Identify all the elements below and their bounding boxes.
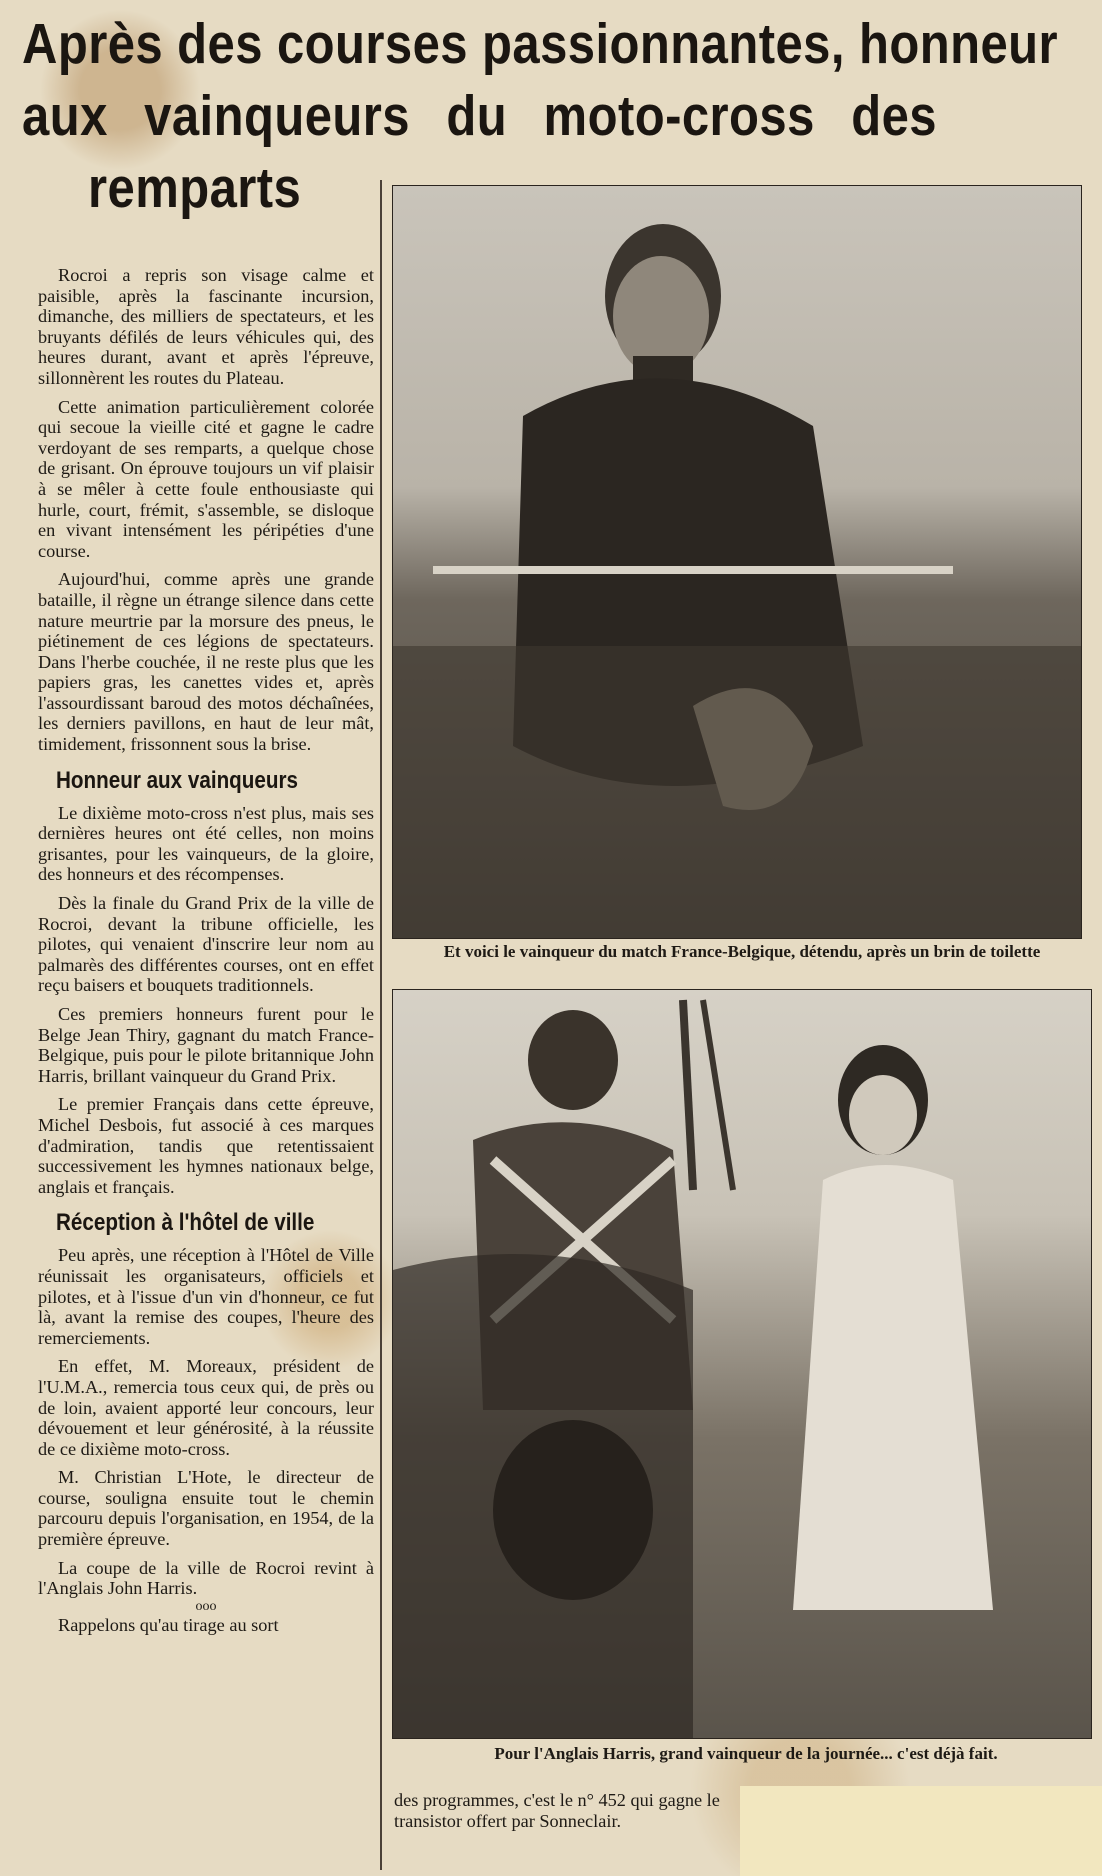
column-rule xyxy=(380,180,382,1870)
subheading-honneur: Honneur aux vainqueurs xyxy=(56,766,298,794)
article-continuation xyxy=(394,1790,734,1831)
headline-line-2: aux vainqueurs du moto-cross des xyxy=(22,84,937,148)
paragraph: Aujourd'hui, comme après une grande bataille, il règne un étrange silence dans cette nature meurtrie par la morsure des pneus, le piétinement de ces légions de spectateurs. Dans l'herbe couchée, il ne reste plus que les papiers gras, les canettes vides et, après l'assourdissant baroud des motos déchaînées, les derniers pavillons, en haut de leur mât, timidement, frissonnent sous la brise. xyxy=(38,569,374,755)
blank-paper-patch xyxy=(740,1786,1102,1876)
paragraph: Le dixième moto-cross n'est plus, mais ses dernières heures ont été celles, non moins grisantes, pour les vainqueurs, de la gloire, des honneurs et des récompenses. xyxy=(38,802,374,885)
separator: ooo xyxy=(195,1598,217,1614)
headline-line-3: remparts xyxy=(88,156,302,220)
photo-harris-ceremony xyxy=(392,989,1092,1739)
paragraph: Dès la finale du Grand Prix de la ville de Rocroi, devant la tribune officielle, les pilotes, qui venaient d'inscrire leur nom au palmarès des différentes courses, ont en effet reçu baisers et bouquets traditionnels. xyxy=(38,893,374,996)
ceremony-illustration xyxy=(393,990,1091,1738)
article-column xyxy=(38,265,374,1643)
subheading-reception: Réception à l'hôtel de ville xyxy=(56,1209,315,1237)
paragraph: M. Christian L'Hote, le directeur de course, souligna ensuite tout le chemin parcouru depuis l'organisation, en 1954, de la première épreuve. xyxy=(38,1467,374,1550)
paragraph: Rocroi a repris son visage calme et paisible, après la fascinante incursion, dimanche, des milliers de spectateurs, et les bruyants défilés de leurs véhicules qui, des heures durant, avant et après l'épreuve, sillonnèrent les routes du Plateau. xyxy=(38,265,374,388)
headline-line-1: Après des courses passionnantes, honneur xyxy=(22,12,1059,76)
paragraph: Ces premiers honneurs furent pour le Belge Jean Thiry, gagnant du match France-Belgique, puis pour le pilote britannique John Harris, brillant vainqueur du Grand Prix. xyxy=(38,1004,374,1086)
paragraph: Cette animation particulièrement colorée qui secoue la vieille cité et gagne le cadre verdoyant de ses remparts, a quelque chose de grisant. On éprouve toujours un vif plaisir à se mêler à cette foule enthousiaste qui hurle, court, frémit, s'assemble, se disloque en vivant intensément les péripéties d'une course. xyxy=(38,396,374,561)
caption-photo-2: Pour l'Anglais Harris, grand vainqueur de la journée... c'est déjà fait. xyxy=(494,1744,998,1763)
paragraph: En effet, M. Moreaux, président de l'U.M.A., remercia tous ceux qui, de près ou de loin, avaient apporté leur concours, leur dévouement et leur générosité, à la réussite de ce dixième moto-cross. xyxy=(38,1356,374,1459)
paragraph: Rappelons qu'au tirage au sort xyxy=(58,1614,279,1635)
rider-portrait-illustration xyxy=(393,186,1081,938)
photo-rider-portrait xyxy=(392,185,1082,939)
caption-photo-1: Et voici le vainqueur du match France-Belgique, détendu, après un brin de toilette xyxy=(443,942,1041,961)
paragraph: Peu après, une réception à l'Hôtel de Ville réunissait les organisateurs, officiels et pilotes, et à l'issue d'un vin d'honneur, ce fut là, avant la remise des coupes, l'heure des remerciements. xyxy=(38,1245,374,1348)
paragraph: des programmes, c'est le n° 452 qui gagne le transistor offert par Sonneclair. xyxy=(394,1790,720,1831)
paragraph: La coupe de la ville de Rocroi revint à l'Anglais John Harris. xyxy=(38,1557,374,1599)
paragraph: Le premier Français dans cette épreuve, Michel Desbois, fut associé à ces marques d'admiration, tandis que retentissaient successivement les hymnes nationaux belge, anglais et français. xyxy=(38,1094,374,1197)
